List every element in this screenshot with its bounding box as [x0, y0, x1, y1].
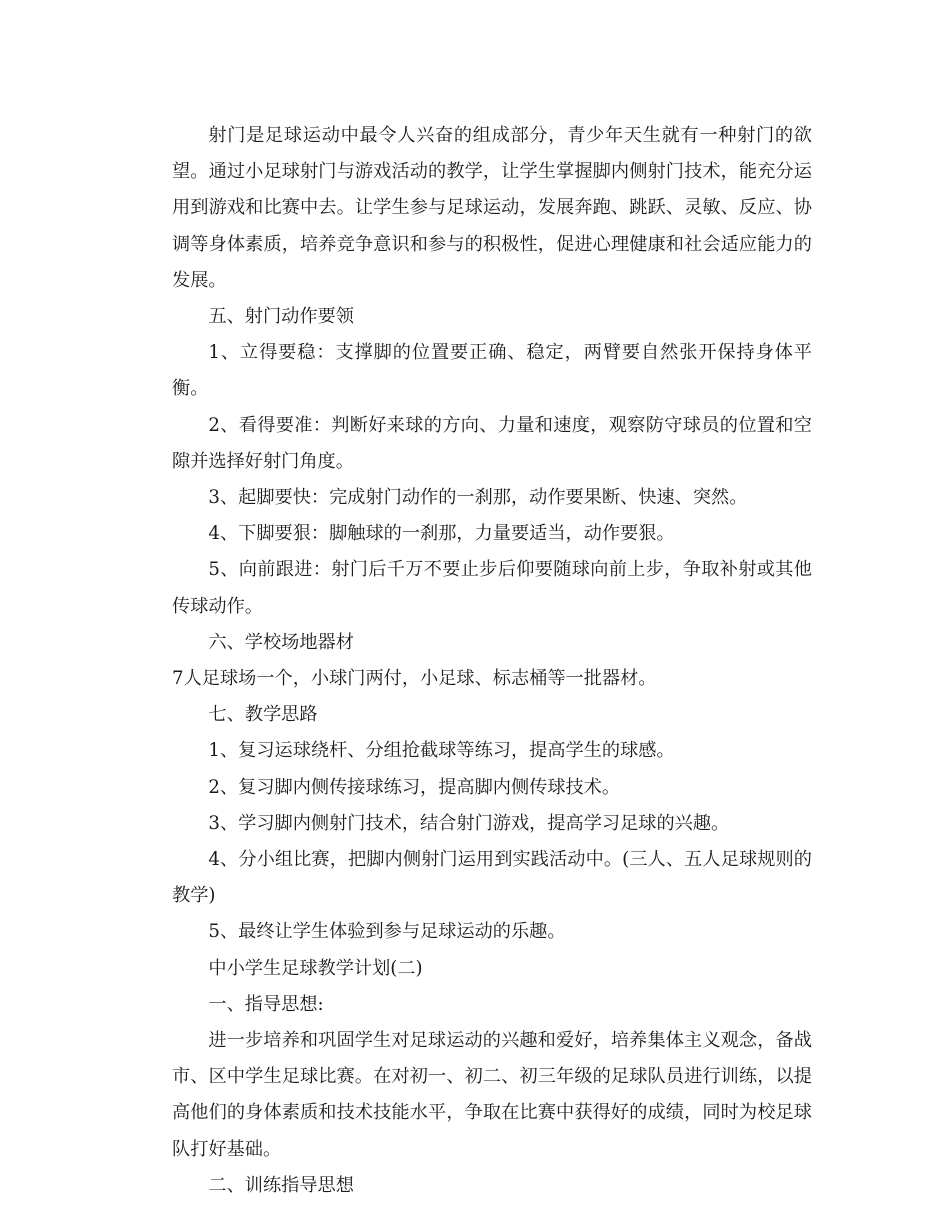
list-item-stand-steady: 1、立得要稳：支撑脚的位置要正确、稳定，两臂要自然张开保持身体平衡。	[172, 342, 812, 400]
paragraph-intro: 射门是足球运动中最令人兴奋的组成部分，青少年天生就有一种射门的欲望。通过小足球射门与游戏活动的教学，让学生掌握脚内侧射门技术，能充分运用到游戏和比赛中去。让学生参与足球运动，发展奔跑、跳跃、灵敏、反应、协调等身体素质，培养竞争意识和参与的积极性，促进心理健康和社会适应能力的发展。	[172, 125, 812, 291]
heading-school-equipment: 六、学校场地器材	[208, 631, 354, 653]
list-item-group-matches: 4、分小组比赛，把脚内侧射门运用到实践活动中。(三人、五人足球规则的教学)	[172, 849, 812, 907]
list-item-strike-hard: 4、下脚要狠：脚触球的一刹那，力量要适当，动作要狠。	[208, 523, 675, 545]
list-item-kick-quickly: 3、起脚要快：完成射门动作的一刹那，动作要果断、快速、突然。	[208, 487, 748, 509]
document-body	[172, 118, 812, 1204]
heading-teaching-approach: 七、教学思路	[208, 704, 318, 726]
list-item-enjoyment: 5、最终让学生体验到参与足球运动的乐趣。	[208, 921, 566, 943]
paragraph-guiding-ideology: 进一步培养和巩固学生对足球运动的兴趣和爱好，培养集体主义观念，备战市、区中学生足球比赛。在对初一、初二、初三年级的足球队员进行训练，以提高他们的身体素质和技术技能水平，争取在比赛中获得好的成绩，同时为校足球队打好基础。	[172, 1030, 812, 1160]
list-item-follow-up: 5、向前跟进：射门后千万不要止步后仰要随球向前上步，争取补射或其他传球动作。	[172, 559, 812, 617]
section-title-plan-two: 中小学生足球教学计划(二)	[208, 957, 423, 979]
list-item-aim-accurately: 2、看得要准：判断好来球的方向、力量和速度，观察防守球员的位置和空隙并选择好射门角度。	[172, 414, 812, 472]
paragraph-equipment: 7人足球场一个，小球门两付，小足球、标志桶等一批器材。	[172, 668, 657, 690]
list-item-review-dribbling: 1、复习运球绕杆、分组抢截球等练习，提高学生的球感。	[208, 740, 675, 762]
heading-training-ideology: 二、训练指导思想	[208, 1174, 354, 1196]
list-item-learn-shooting: 3、学习脚内侧射门技术，结合射门游戏，提高学习足球的兴趣。	[208, 812, 730, 834]
heading-shooting-essentials: 五、射门动作要领	[208, 306, 354, 328]
heading-guiding-ideology: 一、指导思想:	[208, 993, 324, 1015]
list-item-review-passing: 2、复习脚内侧传接球练习，提高脚内侧传球技术。	[208, 776, 621, 798]
